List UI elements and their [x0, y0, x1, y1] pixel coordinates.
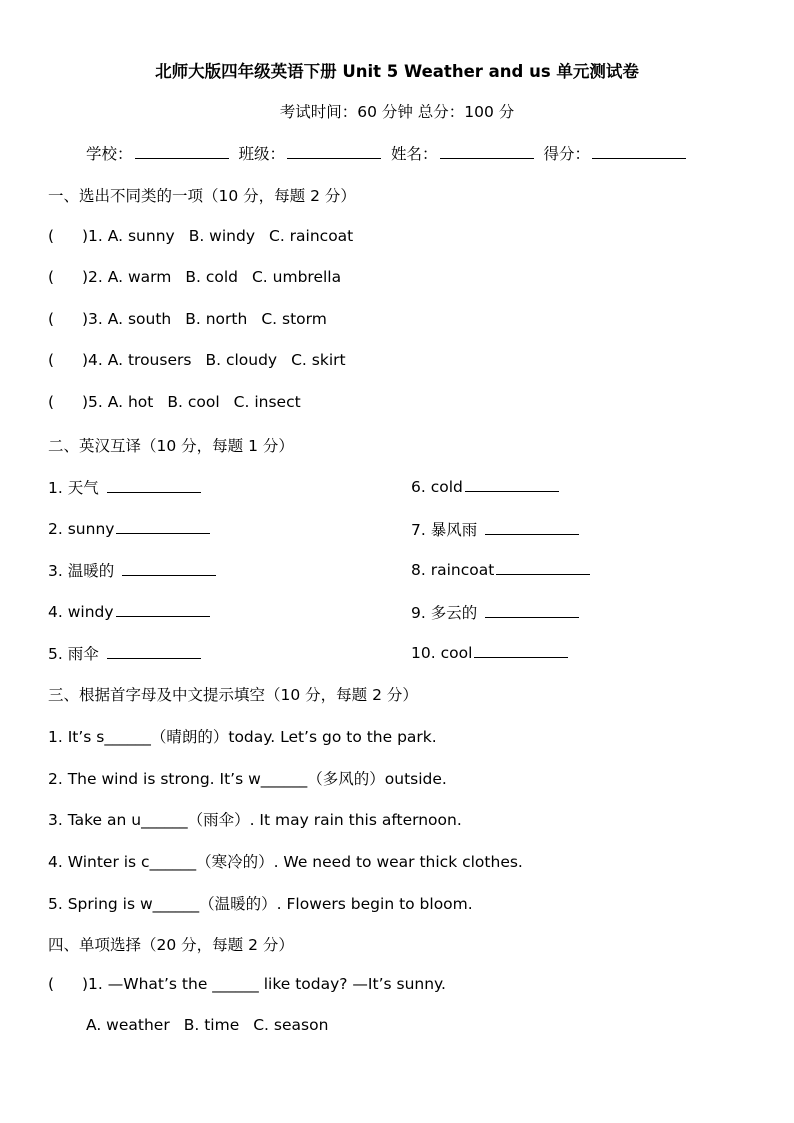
answer-paren[interactable]: ( [48, 975, 55, 993]
vocab-item-4 [48, 601, 210, 621]
vocab-prompt: 7. 暴风雨 [411, 521, 478, 539]
answer-paren[interactable]: ( [48, 310, 55, 328]
vocab-item-8 [411, 559, 590, 579]
vocab-item-3 [48, 559, 216, 581]
vocab-blank[interactable] [122, 560, 216, 576]
option-c: C. skirt [291, 351, 346, 369]
question-number: )1. [82, 227, 103, 245]
vocab-prompt: 6. cold [411, 478, 463, 496]
score-label: 得分： [543, 145, 591, 163]
name-field[interactable] [391, 142, 534, 164]
option-a: A. hot [107, 393, 154, 411]
option-a: A. trousers [107, 351, 192, 369]
vocab-prompt: 9. 多云的 [411, 604, 478, 622]
s1-question-4 [48, 351, 360, 369]
section3-title: 三、根据首字母及中文提示填空（10 分，每题 2 分） [48, 686, 418, 704]
vocab-blank[interactable] [116, 601, 210, 617]
answer-paren[interactable]: ( [48, 268, 55, 286]
name-label: 姓名： [391, 145, 438, 163]
vocab-prompt: 5. 雨伞 [48, 645, 99, 663]
school-label: 学校： [86, 145, 133, 163]
s3-question-4[interactable]: 4. Winter is c______（寒冷的）. We need to wear thick clothes. [48, 853, 523, 871]
class-label: 班级： [238, 145, 286, 163]
vocab-blank[interactable] [107, 643, 201, 659]
vocab-prompt: 2. sunny [48, 520, 115, 538]
school-blank[interactable] [135, 143, 229, 159]
s1-question-2 [48, 268, 355, 286]
s1-question-1 [48, 227, 367, 245]
section1-title: 一、选出不同类的一项（10 分，每题 2 分） [48, 187, 356, 205]
vocab-prompt: 1. 天气 [48, 479, 99, 497]
vocab-item-1 [48, 476, 201, 498]
section2-title: 二、英汉互译（10 分，每题 1 分） [48, 437, 294, 455]
option-c: C. storm [261, 310, 327, 328]
section4-title: 四、单项选择（20 分，每题 2 分） [48, 936, 294, 954]
student-info-line [86, 142, 726, 164]
vocab-prompt: 3. 温暖的 [48, 562, 115, 580]
vocab-prompt: 4. windy [48, 603, 114, 621]
answer-paren[interactable]: ( [48, 393, 55, 411]
answer-paren[interactable]: ( [48, 227, 55, 245]
option-b: B. north [185, 310, 248, 328]
option-c: C. raincoat [269, 227, 354, 245]
vocab-item-6 [411, 476, 559, 496]
question-number: )3. [82, 310, 103, 328]
vocab-prompt: 8. raincoat [411, 561, 495, 579]
score-field[interactable] [544, 142, 687, 164]
vocab-item-2 [48, 518, 210, 538]
name-blank[interactable] [440, 143, 534, 159]
option-c: C. insect [233, 393, 301, 411]
option-a: A. warm [107, 268, 172, 286]
option-b: B. cold [185, 268, 238, 286]
answer-paren[interactable]: ( [48, 351, 55, 369]
vocab-blank[interactable] [116, 518, 210, 534]
option-a: A. south [107, 310, 172, 328]
exam-title: 北师大版四年级英语下册 Unit 5 Weather and us 单元测试卷 [155, 62, 639, 81]
vocab-blank[interactable] [474, 642, 568, 658]
s4-question-1-options [86, 1016, 342, 1034]
question-stem: )1. —What’s the ______ like today? —It’s sunny. [82, 975, 446, 993]
exam-info: 考试时间：60 分钟 总分：100 分 [279, 103, 515, 121]
s3-question-5[interactable]: 5. Spring is w______（温暖的）. Flowers begin to bloom. [48, 895, 473, 913]
vocab-blank[interactable] [485, 519, 579, 535]
s3-question-3[interactable]: 3. Take an u______（雨伞）. It may rain this afternoon. [48, 811, 462, 829]
vocab-blank[interactable] [485, 602, 579, 618]
vocab-blank[interactable] [496, 559, 590, 575]
option-c: C. umbrella [251, 268, 342, 286]
option-b: B. windy [188, 227, 255, 245]
vocab-blank[interactable] [465, 476, 559, 492]
option-b: B. time [183, 1016, 240, 1034]
school-field[interactable] [86, 142, 229, 164]
class-blank[interactable] [287, 143, 381, 159]
vocab-item-10 [411, 642, 568, 662]
vocab-item-9 [411, 601, 579, 623]
s1-question-5 [48, 393, 315, 411]
question-number: )5. [82, 393, 103, 411]
vocab-item-7 [411, 518, 579, 540]
option-a: A. weather [86, 1016, 170, 1034]
s4-question-1 [48, 975, 446, 993]
question-number: )4. [82, 351, 103, 369]
vocab-prompt: 10. cool [411, 644, 473, 662]
option-a: A. sunny [107, 227, 175, 245]
option-b: B. cool [167, 393, 220, 411]
score-blank[interactable] [592, 143, 686, 159]
option-c: C. season [253, 1016, 329, 1034]
s3-question-1[interactable]: 1. It’s s______（晴朗的）today. Let’s go to the park. [48, 728, 437, 746]
vocab-item-5 [48, 642, 201, 664]
class-field[interactable] [239, 142, 382, 164]
s1-question-3 [48, 310, 341, 328]
vocab-blank[interactable] [107, 477, 201, 493]
s3-question-2[interactable]: 2. The wind is strong. It’s w______（多风的）outside. [48, 770, 447, 788]
question-number: )2. [82, 268, 103, 286]
option-b: B. cloudy [205, 351, 278, 369]
